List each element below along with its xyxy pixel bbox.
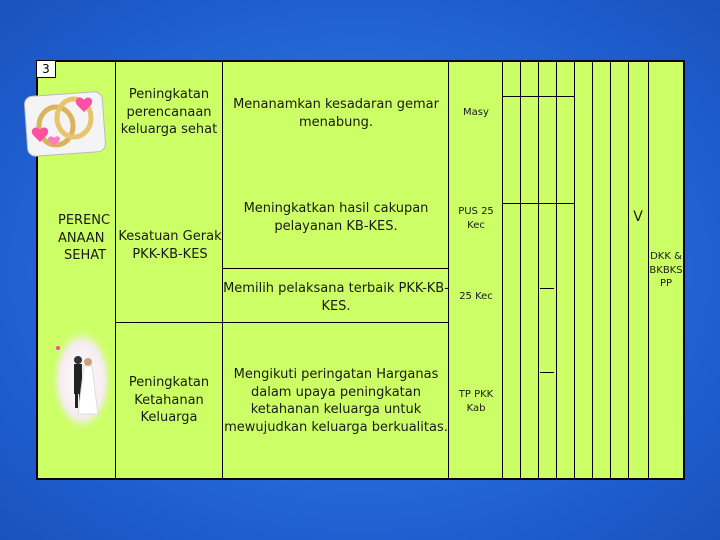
grid-line [520, 60, 521, 480]
grid-line [610, 60, 611, 480]
grid-line [592, 60, 593, 480]
grid-line [574, 60, 575, 480]
kegiatan-line: Kesatuan Gerak [118, 229, 222, 244]
grid-line [538, 60, 539, 480]
kegiatan-label [116, 228, 224, 263]
target-3 [450, 290, 502, 304]
grid-line [502, 96, 574, 97]
pj-line: PP [659, 278, 673, 289]
sub-program-line: Peningkatan [128, 375, 210, 390]
penanggung-jawab [648, 250, 684, 291]
pj-line: BKBKS [649, 264, 683, 276]
wedding-couple-image [50, 326, 114, 434]
sub-program-2 [116, 374, 222, 427]
activity-3 [222, 280, 450, 315]
wedding-rings-icon [24, 86, 108, 158]
sub-program-line: Keluarga [140, 410, 198, 426]
program-label [58, 212, 116, 265]
activity-line: Memilih pelaksana terbaik PKK-KB- [223, 281, 449, 296]
target-1 [450, 106, 502, 120]
grid-line [540, 288, 554, 289]
sub-program-line: keluarga sehat [120, 122, 218, 138]
grid-line [502, 203, 574, 204]
sub-program-1 [116, 86, 222, 139]
kegiatan-line: PKK-KB-KES [132, 246, 208, 262]
target-4 [450, 388, 502, 415]
activity-line: dalam upaya peningkatan [250, 384, 421, 400]
activity-line: KES. [321, 298, 351, 314]
target-line: TP PKK [458, 389, 494, 400]
sub-program-line: Peningkatan [128, 87, 210, 102]
target-line: Masy [463, 107, 489, 118]
program-line: SEHAT [64, 248, 107, 264]
sub-program-line: perencanaan [126, 104, 212, 120]
target-line: PUS 25 [458, 206, 494, 217]
grid-line [502, 60, 503, 480]
schedule-checkmark: V [633, 209, 643, 225]
activity-line: mewujudkan keluarga berkualitas. [224, 419, 448, 435]
target-line: Kec [467, 219, 485, 231]
activity-2 [224, 200, 448, 235]
program-line: PERENC [58, 213, 111, 228]
target-line: Kab [466, 402, 486, 414]
grid-line [556, 60, 557, 480]
grid-line [222, 268, 448, 269]
target-line: 25 Kec [459, 291, 493, 302]
activity-4 [222, 366, 450, 436]
activity-line: menabung. [299, 114, 373, 130]
target-2 [450, 205, 502, 232]
activity-line: Menanamkan kesadaran gemar [233, 97, 439, 112]
activity-line: pelayanan KB-KES. [274, 218, 398, 234]
activity-line: Mengikuti peringatan Harganas [233, 367, 439, 382]
program-line: ANAAN [58, 230, 105, 246]
activity-line: ketahanan keluarga untuk [250, 402, 422, 418]
row-number: 3 [36, 60, 56, 78]
pj-line: DKK & [650, 251, 682, 262]
sub-program-line: Ketahanan [134, 392, 204, 408]
grid-line [540, 372, 554, 373]
grid-line [115, 322, 448, 323]
activity-line: Meningkatkan hasil cakupan [243, 201, 429, 216]
grid-line [628, 60, 629, 480]
activity-1 [224, 96, 448, 131]
